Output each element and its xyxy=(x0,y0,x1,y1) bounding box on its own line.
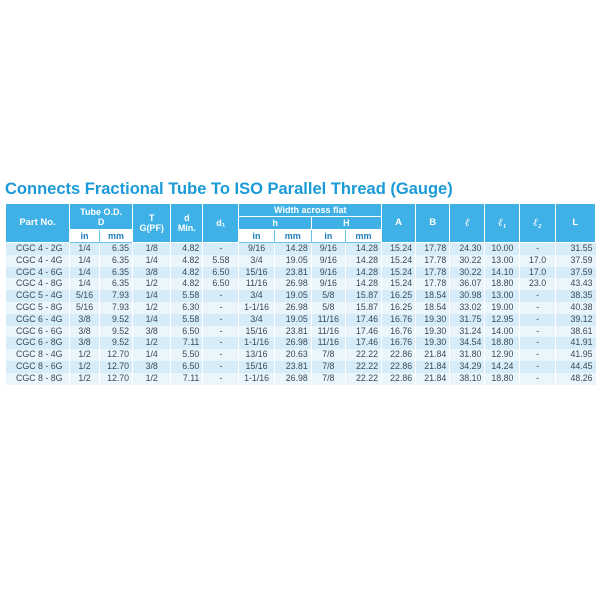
cell-b: 18.54 xyxy=(416,302,450,314)
cell-L: 38.61 xyxy=(555,326,595,338)
cell-a: 15.24 xyxy=(382,255,416,267)
cell-L: 41.95 xyxy=(555,349,595,361)
cell-tube-od-mm: 7.93 xyxy=(100,302,133,314)
cell-d1: - xyxy=(203,373,239,385)
cell-L: 38.35 xyxy=(555,290,595,302)
cell-t: 1/2 xyxy=(133,302,171,314)
header-d-min-label: Min. xyxy=(177,223,196,233)
cell-h-mm: 14.28 xyxy=(274,243,311,255)
cell-H-mm: 22.22 xyxy=(345,361,381,373)
cell-t: 1/2 xyxy=(133,373,171,385)
cell-h-in: 3/4 xyxy=(239,290,274,302)
header-d-min xyxy=(171,204,203,243)
cell-part-no: CGC 8 - 4G xyxy=(6,349,70,361)
header-a: A xyxy=(382,204,416,243)
cell-l2: - xyxy=(520,314,555,326)
cell-h-mm: 19.05 xyxy=(274,314,311,326)
header-unit-in: in xyxy=(311,230,345,243)
cell-H-mm: 17.46 xyxy=(345,326,381,338)
cell-d-min: 4.82 xyxy=(171,243,203,255)
cell-d1: - xyxy=(203,314,239,326)
cell-H-mm: 15.87 xyxy=(345,302,381,314)
header-l-small: ℓ xyxy=(450,204,485,243)
cell-tube-od-mm: 12.70 xyxy=(100,361,133,373)
header-d1: d₁ xyxy=(203,204,239,243)
cell-l1: 12.90 xyxy=(485,349,520,361)
cell-l: 38.10 xyxy=(450,373,485,385)
cell-a: 16.25 xyxy=(382,302,416,314)
header-unit-mm: mm xyxy=(100,230,133,243)
cell-h-mm: 20.63 xyxy=(274,349,311,361)
cell-part-no: CGC 8 - 6G xyxy=(6,361,70,373)
cell-h-in: 9/16 xyxy=(239,243,274,255)
cell-t: 3/8 xyxy=(133,361,171,373)
header-unit-mm: mm xyxy=(274,230,311,243)
cell-h-mm: 19.05 xyxy=(274,255,311,267)
header-l1: ℓ₁ xyxy=(485,204,520,243)
header-b: B xyxy=(416,204,450,243)
cell-h-mm: 26.98 xyxy=(274,373,311,385)
cell-L: 39.12 xyxy=(555,314,595,326)
cell-H-in: 7/8 xyxy=(311,373,345,385)
cell-part-no: CGC 6 - 4G xyxy=(6,314,70,326)
cell-l: 34.54 xyxy=(450,337,485,349)
cell-l1: 14.00 xyxy=(485,326,520,338)
cell-H-in: 5/8 xyxy=(311,302,345,314)
cell-t: 1/2 xyxy=(133,278,171,290)
cell-a: 22.86 xyxy=(382,373,416,385)
cell-b: 17.78 xyxy=(416,278,450,290)
cell-l2: - xyxy=(520,373,555,385)
cell-tube-od-in: 3/8 xyxy=(70,326,100,338)
cell-d-min: 6.50 xyxy=(171,361,203,373)
cell-l2: - xyxy=(520,243,555,255)
cell-H-in: 9/16 xyxy=(311,278,345,290)
header-unit-in: in xyxy=(70,230,100,243)
cell-d-min: 5.58 xyxy=(171,290,203,302)
cell-h-mm: 23.81 xyxy=(274,326,311,338)
cell-l1: 18.80 xyxy=(485,373,520,385)
cell-a: 16.76 xyxy=(382,337,416,349)
cell-l2: - xyxy=(520,326,555,338)
cell-h-in: 1-1/16 xyxy=(239,373,274,385)
cell-d1: - xyxy=(203,290,239,302)
cell-b: 21.84 xyxy=(416,373,450,385)
cell-tube-od-in: 5/16 xyxy=(70,290,100,302)
header-l2: ℓ₂ xyxy=(520,204,555,243)
cell-part-no: CGC 5 - 8G xyxy=(6,302,70,314)
cell-tube-od-in: 1/2 xyxy=(70,349,100,361)
cell-b: 18.54 xyxy=(416,290,450,302)
table-row xyxy=(6,278,596,290)
cell-d1: - xyxy=(203,337,239,349)
table-row xyxy=(6,243,596,255)
cell-l1: 14.24 xyxy=(485,361,520,373)
cell-L: 37.59 xyxy=(555,255,595,267)
cell-d1: 5.58 xyxy=(203,255,239,267)
cell-part-no: CGC 4 - 6G xyxy=(6,267,70,279)
cell-l1: 12.95 xyxy=(485,314,520,326)
cell-t: 1/2 xyxy=(133,337,171,349)
cell-l1: 10.00 xyxy=(485,243,520,255)
cell-part-no: CGC 4 - 8G xyxy=(6,278,70,290)
cell-b: 19.30 xyxy=(416,337,450,349)
cell-L: 43.43 xyxy=(555,278,595,290)
table-row xyxy=(6,302,596,314)
cell-d-min: 4.82 xyxy=(171,278,203,290)
cell-a: 15.24 xyxy=(382,278,416,290)
cell-H-in: 7/8 xyxy=(311,361,345,373)
table-row xyxy=(6,337,596,349)
cell-H-mm: 22.22 xyxy=(345,349,381,361)
table-row xyxy=(6,255,596,267)
header-t xyxy=(133,204,171,243)
cell-H-mm: 17.46 xyxy=(345,337,381,349)
cell-t: 3/8 xyxy=(133,326,171,338)
cell-h-mm: 26.98 xyxy=(274,302,311,314)
cell-h-in: 15/16 xyxy=(239,267,274,279)
cell-tube-od-in: 1/4 xyxy=(70,278,100,290)
cell-h-in: 1-1/16 xyxy=(239,337,274,349)
cell-a: 22.86 xyxy=(382,361,416,373)
table-row xyxy=(6,361,596,373)
cell-L: 37.59 xyxy=(555,267,595,279)
cell-H-mm: 14.28 xyxy=(345,267,381,279)
cell-tube-od-mm: 9.52 xyxy=(100,326,133,338)
table-header xyxy=(6,204,596,243)
cell-tube-od-in: 1/2 xyxy=(70,361,100,373)
cell-a: 22.86 xyxy=(382,349,416,361)
table-row xyxy=(6,373,596,385)
cell-l: 31.80 xyxy=(450,349,485,361)
cell-part-no: CGC 5 - 4G xyxy=(6,290,70,302)
cell-h-in: 11/16 xyxy=(239,278,274,290)
cell-H-in: 9/16 xyxy=(311,255,345,267)
cell-t: 1/4 xyxy=(133,290,171,302)
cell-l2: 17.0 xyxy=(520,267,555,279)
cell-a: 16.76 xyxy=(382,314,416,326)
cell-H-in: 7/8 xyxy=(311,349,345,361)
header-tube-od xyxy=(70,204,133,230)
cell-l1: 13.00 xyxy=(485,255,520,267)
cell-tube-od-mm: 12.70 xyxy=(100,349,133,361)
cell-b: 19.30 xyxy=(416,314,450,326)
cell-tube-od-mm: 9.52 xyxy=(100,314,133,326)
cell-tube-od-mm: 9.52 xyxy=(100,337,133,349)
header-l-big: L xyxy=(555,204,595,243)
cell-t: 1/4 xyxy=(133,349,171,361)
cell-d-min: 5.58 xyxy=(171,314,203,326)
header-unit-mm: mm xyxy=(345,230,381,243)
header-part-no: Part No. xyxy=(6,204,70,243)
cell-t: 3/8 xyxy=(133,267,171,279)
cell-l1: 19.00 xyxy=(485,302,520,314)
cell-l: 30.98 xyxy=(450,290,485,302)
cell-l2: - xyxy=(520,290,555,302)
cell-t: 1/4 xyxy=(133,255,171,267)
cell-H-in: 5/8 xyxy=(311,290,345,302)
cell-b: 17.78 xyxy=(416,267,450,279)
cell-a: 15.24 xyxy=(382,267,416,279)
cell-l2: - xyxy=(520,337,555,349)
cell-h-in: 13/16 xyxy=(239,349,274,361)
cell-a: 16.25 xyxy=(382,290,416,302)
cell-tube-od-mm: 6.35 xyxy=(100,243,133,255)
cell-tube-od-in: 1/4 xyxy=(70,267,100,279)
cell-l: 30.22 xyxy=(450,267,485,279)
cell-h-in: 3/4 xyxy=(239,314,274,326)
cell-l2: 17.0 xyxy=(520,255,555,267)
cell-H-in: 11/16 xyxy=(311,337,345,349)
cell-L: 40.38 xyxy=(555,302,595,314)
cell-d-min: 7.11 xyxy=(171,373,203,385)
cell-b: 19.30 xyxy=(416,326,450,338)
cell-l: 34.29 xyxy=(450,361,485,373)
header-h-big: H xyxy=(311,217,381,230)
cell-l1: 14.10 xyxy=(485,267,520,279)
cell-h-mm: 23.81 xyxy=(274,267,311,279)
header-d-label: d xyxy=(184,213,190,223)
cell-L: 48.26 xyxy=(555,373,595,385)
cell-h-mm: 26.98 xyxy=(274,337,311,349)
cell-b: 17.78 xyxy=(416,255,450,267)
header-tube-od-label: Tube O.D. xyxy=(80,206,122,217)
cell-h-in: 15/16 xyxy=(239,361,274,373)
cell-d1: - xyxy=(203,349,239,361)
header-t-label: T xyxy=(148,213,155,223)
cell-l2: - xyxy=(520,302,555,314)
cell-L: 44.45 xyxy=(555,361,595,373)
cell-t: 1/8 xyxy=(133,243,171,255)
cell-tube-od-mm: 6.35 xyxy=(100,267,133,279)
cell-l2: 23.0 xyxy=(520,278,555,290)
cell-H-mm: 22.22 xyxy=(345,373,381,385)
cell-h-in: 1-1/16 xyxy=(239,302,274,314)
cell-t: 1/4 xyxy=(133,314,171,326)
spec-table xyxy=(5,203,596,385)
cell-b: 21.84 xyxy=(416,361,450,373)
cell-tube-od-mm: 6.35 xyxy=(100,255,133,267)
cell-d1: 6.50 xyxy=(203,278,239,290)
cell-part-no: CGC 8 - 8G xyxy=(6,373,70,385)
cell-H-in: 11/16 xyxy=(311,314,345,326)
cell-tube-od-in: 1/2 xyxy=(70,373,100,385)
cell-d-min: 4.82 xyxy=(171,267,203,279)
cell-tube-od-in: 1/4 xyxy=(70,243,100,255)
cell-tube-od-in: 3/8 xyxy=(70,314,100,326)
cell-d-min: 4.82 xyxy=(171,255,203,267)
cell-d-min: 7.11 xyxy=(171,337,203,349)
cell-tube-od-in: 3/8 xyxy=(70,337,100,349)
table-row xyxy=(6,267,596,279)
cell-H-mm: 15.87 xyxy=(345,290,381,302)
cell-l: 36.07 xyxy=(450,278,485,290)
table-row xyxy=(6,326,596,338)
table-row xyxy=(6,314,596,326)
cell-tube-od-mm: 6.35 xyxy=(100,278,133,290)
cell-tube-od-in: 1/4 xyxy=(70,255,100,267)
table-row xyxy=(6,349,596,361)
cell-tube-od-mm: 12.70 xyxy=(100,373,133,385)
cell-l2: - xyxy=(520,349,555,361)
cell-part-no: CGC 6 - 6G xyxy=(6,326,70,338)
cell-h-mm: 26.98 xyxy=(274,278,311,290)
cell-b: 17.78 xyxy=(416,243,450,255)
header-width-across-flat: Width across flat xyxy=(239,204,382,217)
cell-d-min: 5.50 xyxy=(171,349,203,361)
header-unit-in: in xyxy=(239,230,274,243)
cell-l: 31.24 xyxy=(450,326,485,338)
cell-part-no: CGC 4 - 4G xyxy=(6,255,70,267)
table-row xyxy=(6,290,596,302)
cell-a: 15.24 xyxy=(382,243,416,255)
cell-L: 31.55 xyxy=(555,243,595,255)
cell-h-mm: 19.05 xyxy=(274,290,311,302)
cell-l: 24.30 xyxy=(450,243,485,255)
cell-h-in: 3/4 xyxy=(239,255,274,267)
cell-H-mm: 14.28 xyxy=(345,255,381,267)
table-body xyxy=(6,243,596,385)
header-t-unit: G(PF) xyxy=(139,223,164,233)
cell-H-mm: 14.28 xyxy=(345,243,381,255)
cell-H-mm: 17.46 xyxy=(345,314,381,326)
table-title: Connects Fractional Tube To ISO Parallel Thread (Gauge) xyxy=(5,180,453,198)
cell-d-min: 6.30 xyxy=(171,302,203,314)
cell-tube-od-mm: 7.93 xyxy=(100,290,133,302)
cell-l1: 18.80 xyxy=(485,337,520,349)
cell-l1: 18.80 xyxy=(485,278,520,290)
cell-l: 30.22 xyxy=(450,255,485,267)
cell-d1: - xyxy=(203,302,239,314)
cell-H-mm: 14.28 xyxy=(345,278,381,290)
cell-d1: - xyxy=(203,243,239,255)
header-h-small: h xyxy=(239,217,311,230)
cell-b: 21.84 xyxy=(416,349,450,361)
cell-L: 41.91 xyxy=(555,337,595,349)
cell-a: 16.76 xyxy=(382,326,416,338)
cell-d-min: 6.50 xyxy=(171,326,203,338)
cell-part-no: CGC 6 - 8G xyxy=(6,337,70,349)
cell-l2: - xyxy=(520,361,555,373)
cell-H-in: 9/16 xyxy=(311,267,345,279)
cell-d1: - xyxy=(203,361,239,373)
header-tube-od-symbol: D xyxy=(97,216,105,227)
cell-l: 33.02 xyxy=(450,302,485,314)
cell-tube-od-in: 5/16 xyxy=(70,302,100,314)
cell-H-in: 9/16 xyxy=(311,243,345,255)
cell-H-in: 11/16 xyxy=(311,326,345,338)
cell-d1: 6.50 xyxy=(203,267,239,279)
cell-part-no: CGC 4 - 2G xyxy=(6,243,70,255)
cell-h-in: 15/16 xyxy=(239,326,274,338)
cell-l: 31.75 xyxy=(450,314,485,326)
cell-l1: 13.00 xyxy=(485,290,520,302)
cell-d1: - xyxy=(203,326,239,338)
cell-h-mm: 23.81 xyxy=(274,361,311,373)
